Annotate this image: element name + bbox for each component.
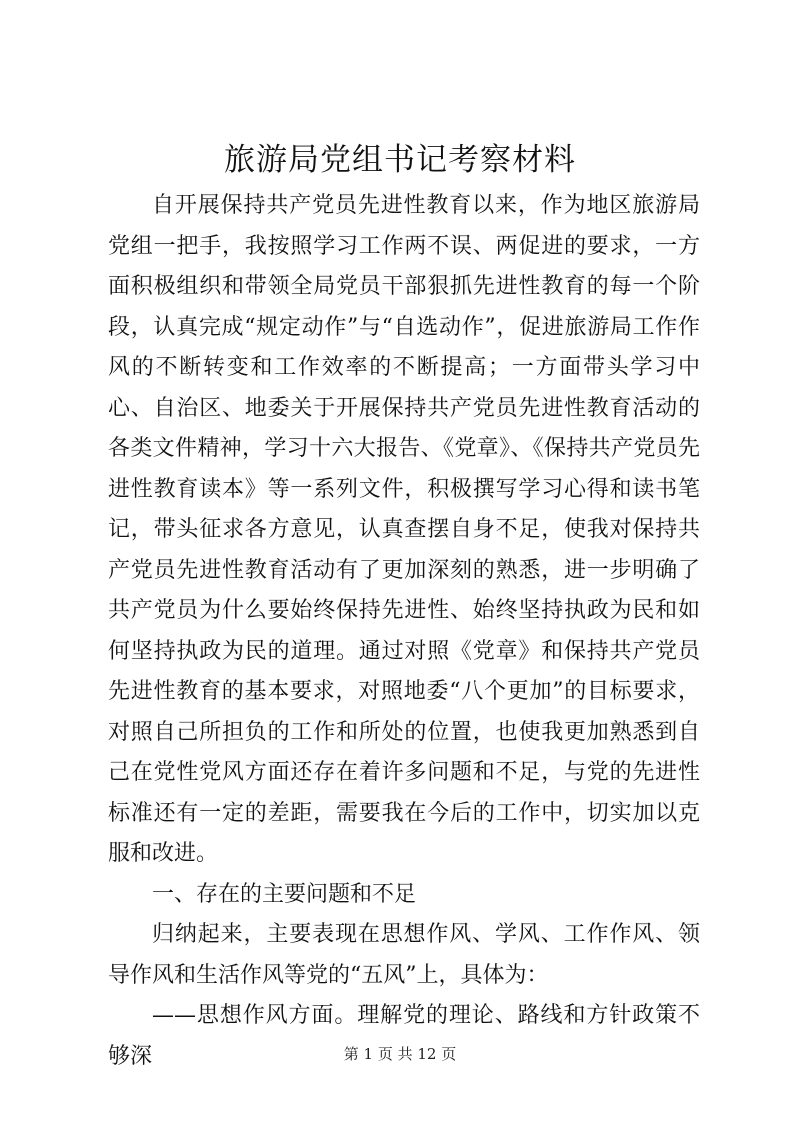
- document-body: [108, 186, 700, 1077]
- paragraph-summary: 归纳起来，主要表现在思想作风、学风、工作作风、领导作风和生活作风等党的“五风”上，具体为：: [108, 922, 700, 988]
- paragraph-intro: 自开展保持共产党员先进性教育以来，作为地区旅游局党组一把手，我按照学习工作两不误、两促进的要求，一方面积极组织和带领全局党员干部狠抓先进性教育的每一个阶段，认真完成“规定动作”与“自选动作”，促进旅游局工作作风的不断转变和工作效率的不断提高；一方面带头学习中心、自治区、地委关于开展保持共产党员先进性教育活动的各类文件精神，学习十六大报告、《党章》、《保持共产党员先进性教育读本》等一系列文件，积极撰写学习心得和读书笔记，带头征求各方意见，认真查摆自身不足，使我对保持共产党员先进性教育活动有了更加深刻的熟悉，进一步明确了共产党员为什么要始终保持先进性、始终坚持执政为民和如何坚持执政为民的道理。通过对照《党章》和保持共产党员先进性教育的基本要求，对照地委“八个更加”的目标要求，对照自己所担负的工作和所处的位置，也使我更加熟悉到自己在党性党风方面还存在着许多问题和不足，与党的先进性标准还有一定的差距，需要我在今后的工作中，切实加以克服和改进。: [108, 193, 700, 866]
- page-footer: 第 1 页 共 12 页: [343, 1045, 457, 1063]
- paragraph-thought-style: ——思想作风方面。理解党的理论、路线和方针政策不够深: [108, 1003, 700, 1069]
- section-heading-problems: 一、存在的主要问题和不足: [152, 881, 417, 907]
- document-title: 旅游局党组书记考察材料: [224, 142, 576, 178]
